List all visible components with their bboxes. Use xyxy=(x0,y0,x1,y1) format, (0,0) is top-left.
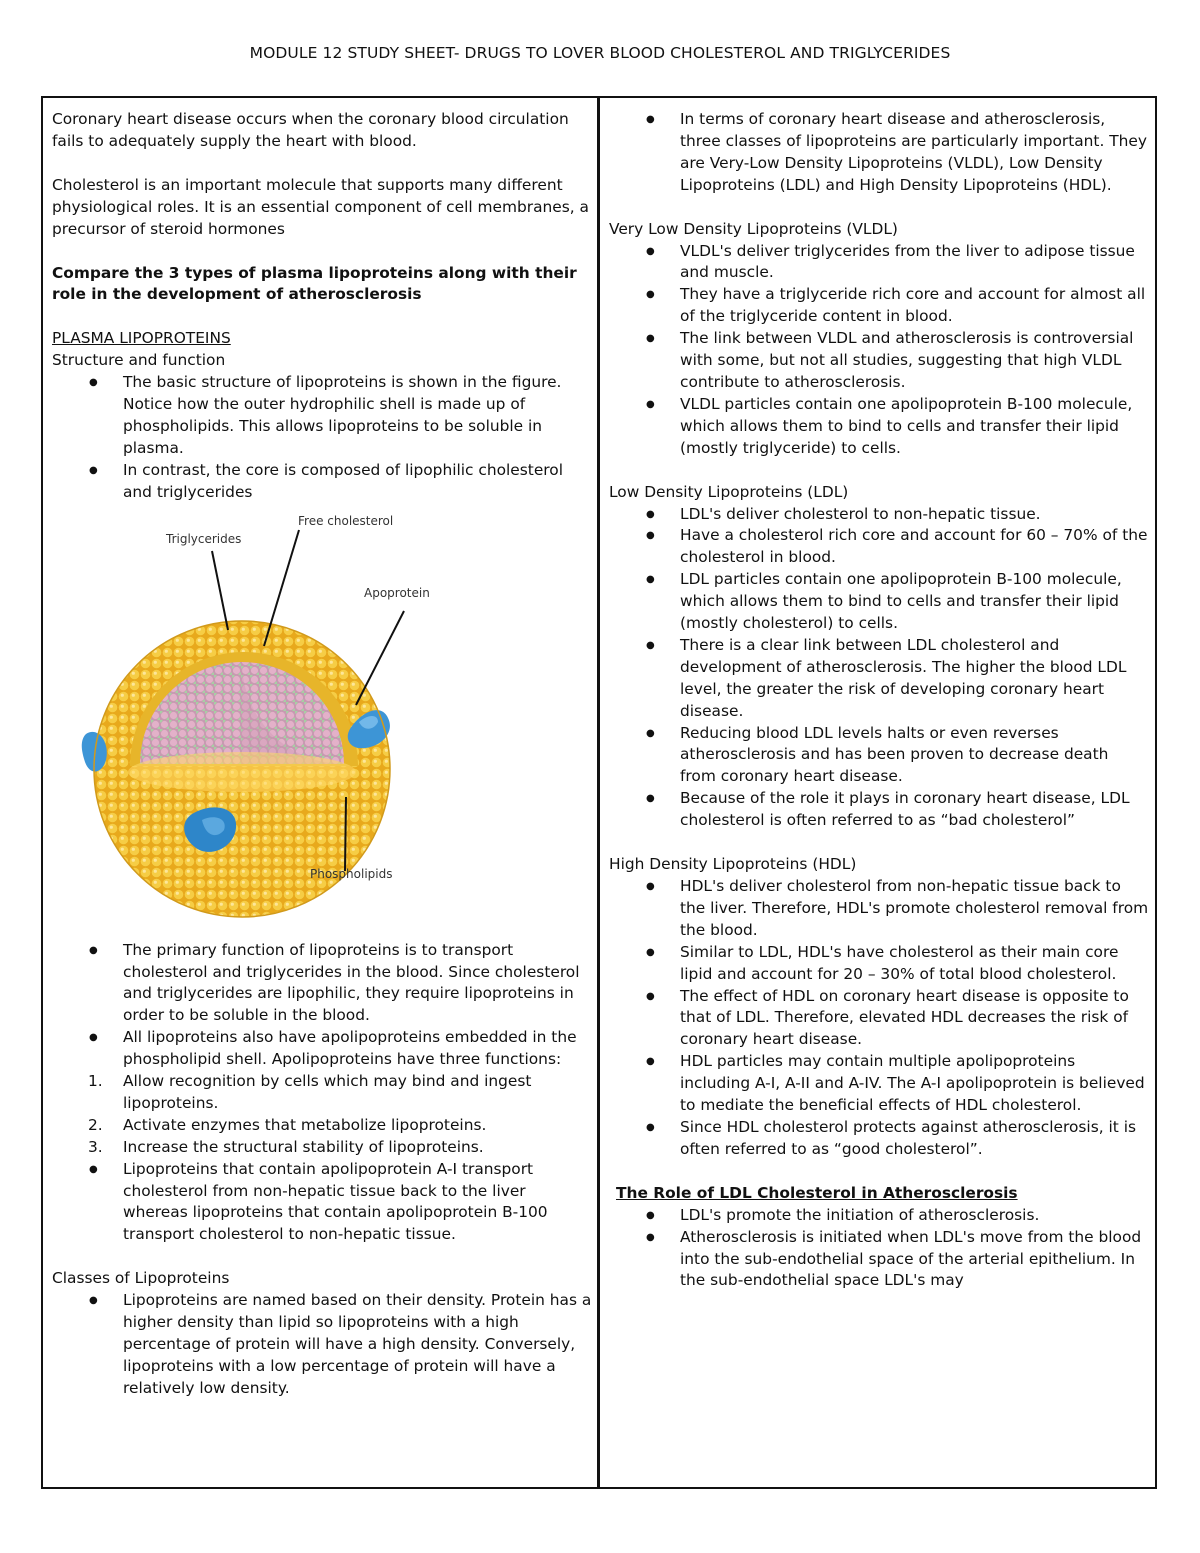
subheading-classes: Classes of Lipoproteins xyxy=(52,1269,230,1288)
list-item: ● VLDL's deliver triglycerides from the liver to adipose tissue and muscle. xyxy=(609,241,1149,285)
label-free-cholesterol: Free cholesterol xyxy=(298,513,394,528)
subheading-structure-function: Structure and function xyxy=(52,351,226,370)
left-column xyxy=(52,109,592,1400)
section-heading-plasma-lipoproteins: PLASMA LIPOPROTEINS xyxy=(52,329,231,348)
vldl-heading: Very Low Density Lipoproteins (VLDL) xyxy=(609,219,898,238)
list-item: ● The primary function of lipoproteins is to transport cholesterol and triglycerides in the blood. Since cholesterol and triglycerides are lipophilic, they require lipoproteins in order to be soluble in the blood. xyxy=(52,940,592,1028)
hdl-bullet-list xyxy=(609,876,1149,1161)
list-item: ● In terms of coronary heart disease and atherosclerosis, three classes of lipoproteins are particularly important. They are Very-Low Density Lipoproteins (VLDL), Low Density Lipoproteins (LDL) and High Density Lipoproteins (HDL). xyxy=(609,109,1149,197)
list-item: ● The link between VLDL and atherosclerosis is controversial with some, but not all studies, suggesting that high VLDL contribute to atherosclerosis. xyxy=(609,328,1149,394)
list-item: ● Similar to LDL, HDL's have cholesterol as their main core lipid and account for 20 – 30% of total blood cholesterol. xyxy=(609,942,1149,986)
list-item: ● In contrast, the core is composed of lipophilic cholesterol and triglycerides xyxy=(52,460,592,504)
list-item: ● LDL's deliver cholesterol to non-hepatic tissue. xyxy=(609,504,1149,526)
apoprotein-pointer xyxy=(356,611,404,705)
list-item: ● Because of the role it plays in coronary heart disease, LDL cholesterol is often referred to as “bad cholesterol” xyxy=(609,788,1149,832)
intro-paragraph-1: Coronary heart disease occurs when the coronary blood circulation fails to adequately supply the heart with blood. xyxy=(52,110,569,150)
list-item: ● Reducing blood LDL levels halts or even reverses atherosclerosis and has been proven to decrease death from coronary heart disease. xyxy=(609,723,1149,789)
ldl-bullet-list xyxy=(609,504,1149,833)
study-question: Compare the 3 types of plasma lipoproteins along with their role in the development of atherosclerosis xyxy=(52,263,577,304)
ldl-heading: Low Density Lipoproteins (LDL) xyxy=(609,482,849,501)
numbered-item: 3. Increase the structural stability of lipoproteins. xyxy=(88,1137,484,1156)
list-item: ● HDL particles may contain multiple apolipoproteins including A-I, A-II and A-IV. The A-I apolipoprotein is believed to mediate the beneficial effects of HDL cholesterol. xyxy=(609,1051,1149,1117)
function-bullet-list xyxy=(52,940,592,1071)
list-item: ● The basic structure of lipoproteins is shown in the figure. Notice how the outer hydrophilic shell is made up of phospholipids. This allows lipoproteins to be soluble in plasma. xyxy=(52,372,592,460)
list-item: ● LDL's promote the initiation of atherosclerosis. xyxy=(609,1205,1149,1227)
list-item: ● They have a triglyceride rich core and account for almost all of the triglyceride content in blood. xyxy=(609,284,1149,328)
label-phospholipids: Phospholipids xyxy=(310,866,393,881)
column-divider xyxy=(597,96,600,1489)
list-item: ● All lipoproteins also have apolipoproteins embedded in the phospholipid shell. Apolipoproteins have three functions: xyxy=(52,1027,592,1071)
lipoprotein-diagram xyxy=(52,504,592,940)
list-item: ● The effect of HDL on coronary heart disease is opposite to that of LDL. Therefore, elevated HDL decreases the risk of coronary heart disease. xyxy=(609,986,1149,1052)
numbered-item: 1. Allow recognition by cells which may bind and ingest lipoproteins. xyxy=(88,1072,532,1112)
phospholipids-pointer xyxy=(345,797,346,871)
triglycerides-pointer xyxy=(212,551,228,630)
label-triglycerides: Triglycerides xyxy=(166,531,242,546)
transport-bullet-list xyxy=(52,1159,592,1247)
classes-bullet-list xyxy=(52,1290,592,1400)
vldl-bullet-list xyxy=(609,241,1149,460)
apolipoprotein-functions-list xyxy=(52,1071,592,1159)
numbered-item: 2. Activate enzymes that metabolize lipoproteins. xyxy=(88,1115,487,1134)
right-column xyxy=(609,109,1149,1292)
role-heading: The Role of LDL Cholesterol in Atherosclerosis xyxy=(616,1183,1018,1202)
list-item: ● Since HDL cholesterol protects against atherosclerosis, it is often referred to as “good cholesterol”. xyxy=(609,1117,1149,1161)
list-item: ● VLDL particles contain one apolipoprotein B-100 molecule, which allows them to bind to cells and transfer their lipid (mostly triglyceride) to cells. xyxy=(609,394,1149,460)
list-item: ● Lipoproteins that contain apolipoprotein A-I transport cholesterol from non-hepatic tissue back to the liver whereas lipoproteins that contain apolipoprotein B-100 transport cholesterol to non-hepatic tissue. xyxy=(52,1159,592,1247)
list-item: ● LDL particles contain one apolipoprotein B-100 molecule, which allows them to bind to cells and transfer their lipid (mostly cholesterol) to cells. xyxy=(609,569,1149,635)
role-bullet-list xyxy=(609,1205,1149,1293)
page-title: MODULE 12 STUDY SHEET- DRUGS TO LOVER BLOOD CHOLESTEROL AND TRIGLYCERIDES xyxy=(249,44,951,62)
classes-intro-list xyxy=(609,109,1149,197)
list-item: ● HDL's deliver cholesterol from non-hepatic tissue back to the liver. Therefore, HDL's promote cholesterol removal from the blood. xyxy=(609,876,1149,942)
intro-paragraph-2: Cholesterol is an important molecule that supports many different physiological roles. It is an essential component of cell membranes, a precursor of steroid hormones xyxy=(52,175,589,238)
list-item: ● Atherosclerosis is initiated when LDL's move from the blood into the sub-endothelial space of the arterial epithelium. In the sub-endothelial space LDL's may xyxy=(609,1227,1149,1293)
list-item: ● Have a cholesterol rich core and account for 60 – 70% of the cholesterol in blood. xyxy=(609,525,1149,569)
structure-bullet-list xyxy=(52,372,592,503)
list-item: ● Lipoproteins are named based on their density. Protein has a higher density than lipid so lipoproteins with a high percentage of protein will have a high density. Conversely, lipoproteins with a low percentage of protein will have a relatively low density. xyxy=(52,1290,592,1400)
hdl-heading: High Density Lipoproteins (HDL) xyxy=(609,855,857,874)
label-apoprotein: Apoprotein xyxy=(364,585,430,600)
list-item: ● There is a clear link between LDL cholesterol and development of atherosclerosis. The higher the blood LDL level, the greater the risk of developing coronary heart disease. xyxy=(609,635,1149,723)
